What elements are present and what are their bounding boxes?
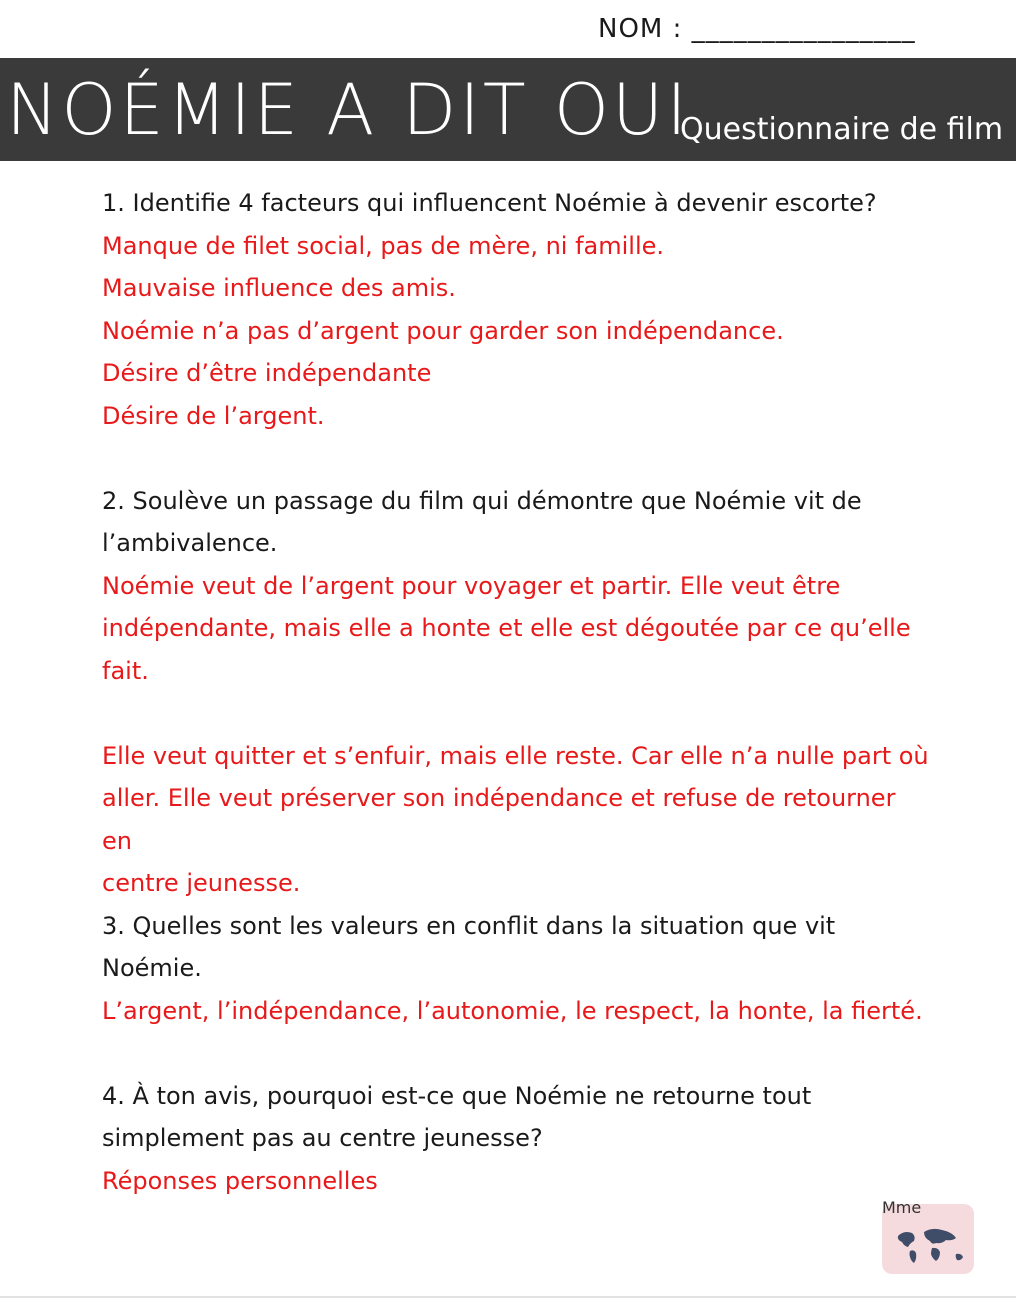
- question-2-line-1: 2. Soulève un passage du film qui démontre que Noémie vit de: [102, 486, 862, 515]
- question-2-line-2: l’ambivalence.: [102, 529, 278, 557]
- page-subtitle: Questionnaire de film: [680, 112, 1004, 147]
- spacer: [102, 1032, 932, 1075]
- answer-1-line-2: Mauvaise influence des amis.: [102, 274, 456, 302]
- spacer: [102, 692, 932, 735]
- answer-1-line-4: Désire d’être indépendante: [102, 359, 432, 387]
- answer-3-line-1: L’argent, l’indépendance, l’autonomie, le respect, la honte, la fierté.: [102, 996, 923, 1025]
- title-banner: [0, 58, 1016, 161]
- answer-2-line-2: indépendante, mais elle a honte et elle est dégoutée par ce qu’elle: [102, 614, 911, 642]
- answer-2-line-3: fait.: [102, 656, 149, 685]
- question-3-line-1: 3. Quelles sont les valeurs en conflit dans la situation que vit Noémie.: [102, 911, 836, 982]
- questionnaire: [102, 182, 932, 1202]
- question-1-line-1: 1. Identifie 4 facteurs qui influencent Noémie à devenir escorte?: [102, 189, 877, 217]
- answer-2-line-1: Noémie veut de l’argent pour voyager et partir. Elle veut être: [102, 571, 841, 600]
- world-map-icon: [876, 1196, 980, 1280]
- question-4-line-2: simplement pas au centre jeunesse?: [102, 1124, 543, 1152]
- answer-2b-line-2: aller. Elle veut préserver son indépendance et refuse de retourner en: [102, 784, 896, 855]
- answer-1-line-3: Noémie n’a pas d’argent pour garder son indépendance.: [102, 316, 784, 345]
- answer-2b-line-3: centre jeunesse.: [102, 869, 301, 897]
- answer-4-line-1: Réponses personnelles: [102, 1166, 378, 1195]
- answer-2b-line-1: Elle veut quitter et s’enfuir, mais elle reste. Car elle n’a nulle part où: [102, 741, 929, 770]
- answer-1-line-1: Manque de filet social, pas de mère, ni famille.: [102, 231, 665, 260]
- name-field-label: NOM : ________________: [598, 14, 916, 44]
- page-title: NOÉMIE A DIT OUI: [6, 69, 690, 151]
- bottom-divider: [0, 1296, 1016, 1298]
- spacer: [102, 437, 932, 480]
- answer-1-line-5: Désire de l’argent.: [102, 401, 325, 430]
- logo-text: Mme: [882, 1198, 922, 1217]
- author-logo: [876, 1196, 980, 1280]
- question-4-line-1: 4. À ton avis, pourquoi est-ce que Noémie ne retourne tout: [102, 1081, 812, 1110]
